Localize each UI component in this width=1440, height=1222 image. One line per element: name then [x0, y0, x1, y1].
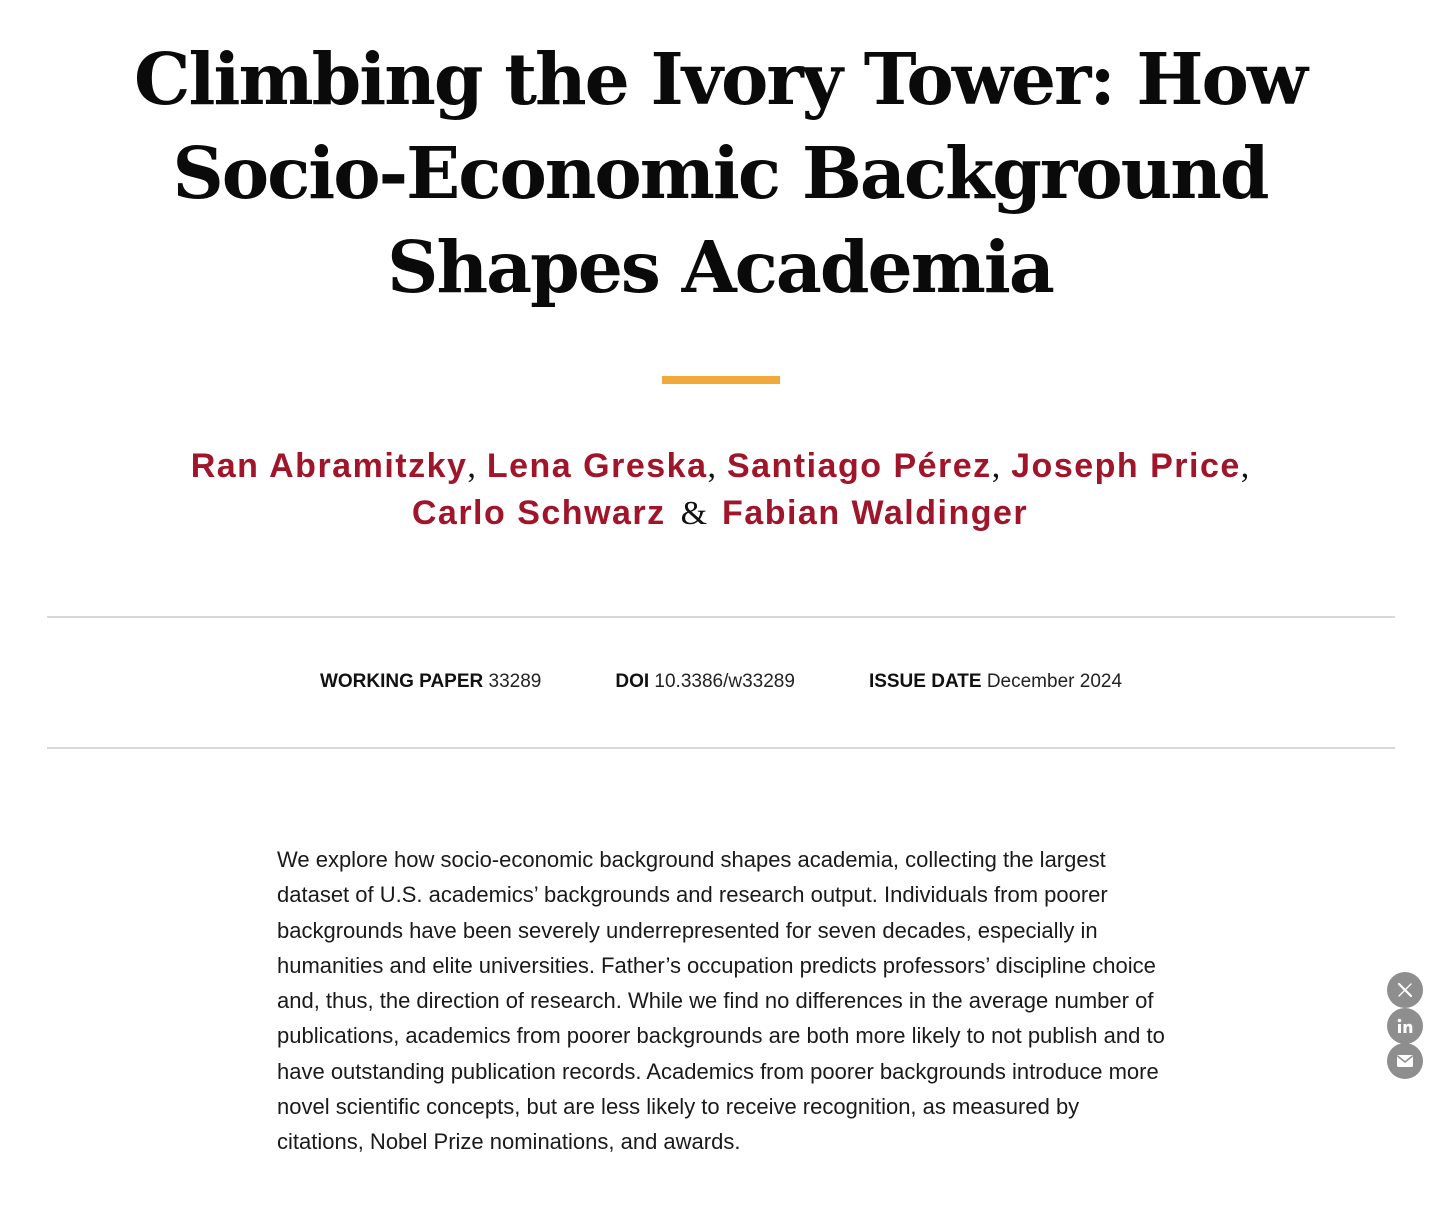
abstract-text: We explore how socio-economic background shapes academia, collecting the largest dataset of U.S. academics’ backgrounds and research output. Individuals from poorer backgrounds have been severely underrepresented for seven decades, especially in humanities and elite universities. Father’s occupation predicts professors’ discipline choice and, thus, the direction of research. While we find no differences in the average number of publications, academics from poorer backgrounds are both more likely to not publish and to have outstanding publication records. Academics from poorer backgrounds introduce more novel scientific concepts, but are less likely to receive recognition, as measured by citations, Nobel Prize nominations, and awards. [277, 847, 1165, 1155]
page-title: Climbing the Ivory Tower: How Socio-Economic Background Shapes Academia [134, 37, 1306, 309]
title-accent-bar [662, 376, 780, 384]
meta-divider-bottom [47, 747, 1395, 749]
meta-divider-top [47, 616, 1395, 618]
author-separator: , [707, 448, 716, 485]
author-conjunction: & [680, 495, 708, 532]
doi-label: DOI [615, 671, 650, 692]
share-linkedin-button[interactable] [1387, 1008, 1423, 1044]
working-paper-meta [320, 664, 541, 700]
issue-date-meta [869, 664, 1122, 700]
author-link-carlo-schwarz[interactable]: Carlo Schwarz [411, 494, 666, 532]
paper-meta-bar [47, 664, 1395, 700]
working-paper-number: 33289 [488, 671, 542, 692]
doi-value: 10.3386/w33289 [654, 671, 795, 692]
author-separator: , [467, 448, 476, 485]
linkedin-icon [1396, 1017, 1414, 1035]
email-icon [1396, 1054, 1414, 1068]
issue-date-value: December 2024 [986, 671, 1123, 692]
author-link-fabian-waldinger[interactable]: Fabian Waldinger [722, 494, 1029, 532]
author-list [180, 443, 1260, 537]
share-rail [1387, 972, 1423, 1079]
author-link-joseph-price[interactable]: Joseph Price [1011, 447, 1241, 485]
author-separator: , [1240, 448, 1250, 485]
issue-date-label: ISSUE DATE [868, 671, 982, 692]
author-link-ran-abramitzky[interactable]: Ran Abramitzky [190, 447, 468, 485]
doi-meta [615, 664, 795, 700]
author-separator: , [991, 448, 1001, 485]
working-paper-label: WORKING PAPER [319, 671, 484, 692]
x-icon [1397, 982, 1413, 998]
author-link-santiago-perez[interactable]: Santiago Pérez [726, 447, 992, 485]
share-x-button[interactable] [1387, 972, 1423, 1008]
share-email-button[interactable] [1387, 1043, 1423, 1079]
author-link-lena-greska[interactable]: Lena Greska [486, 447, 708, 485]
